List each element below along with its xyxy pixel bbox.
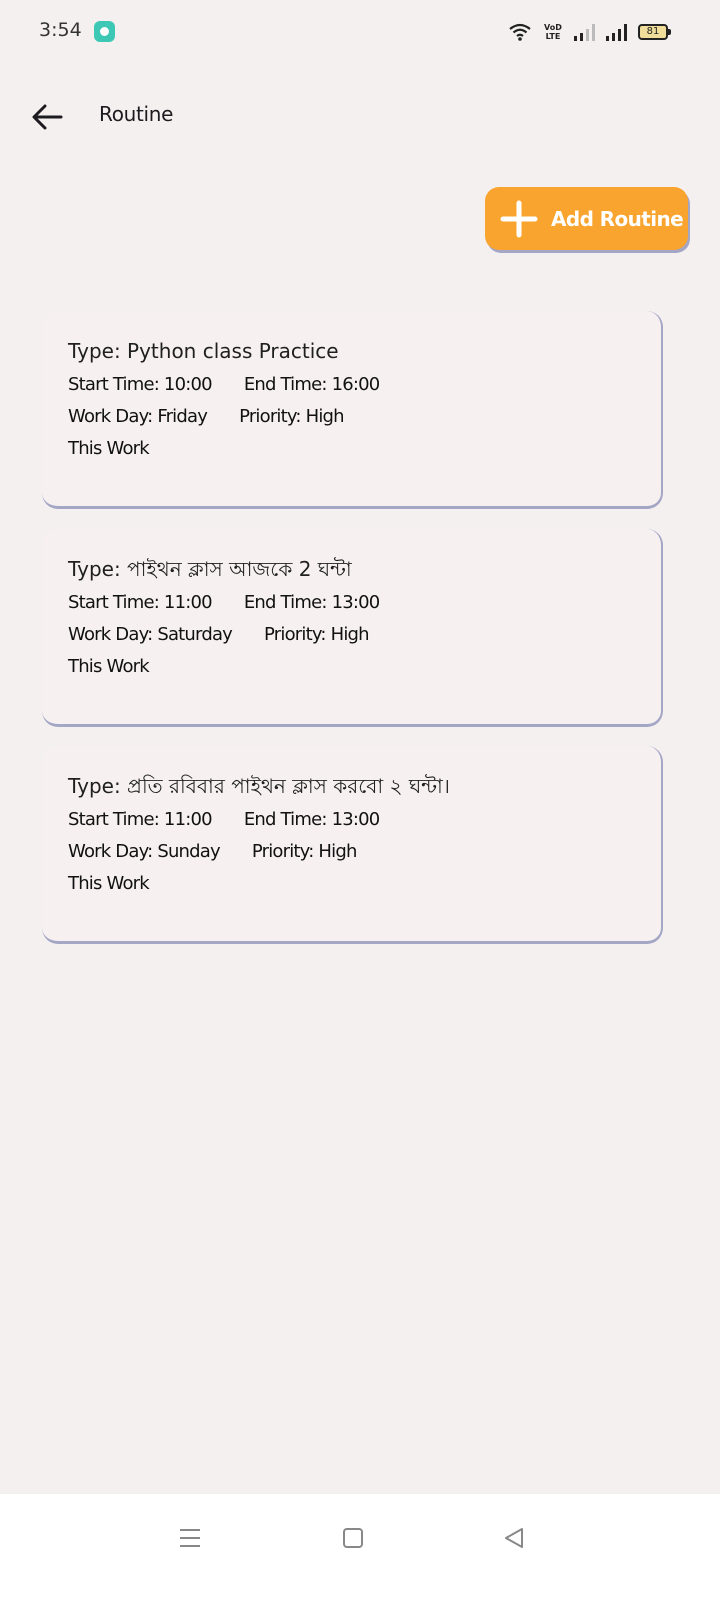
routine-work-day: Work Day: Sunday [68, 841, 220, 862]
wifi-icon [508, 22, 532, 42]
routine-start-time: Start Time: 10:00 [68, 374, 212, 395]
routine-type: Type: প্রতি রবিবার পাইথন ক্লাস করবো ২ ঘন্টা। [68, 774, 450, 798]
status-time: 3:54 [39, 19, 82, 41]
routine-priority: Priority: High [264, 624, 369, 645]
routine-day-priority [68, 401, 661, 433]
status-bar [0, 0, 720, 64]
routine-card[interactable] [42, 746, 663, 944]
routine-work-day: Work Day: Friday [68, 406, 208, 427]
routine-card[interactable] [42, 529, 663, 727]
arrow-left-icon [31, 103, 63, 131]
routine-day-priority [68, 836, 661, 868]
back-triangle-icon [502, 1526, 526, 1550]
routine-start-time: Start Time: 11:00 [68, 809, 212, 830]
menu-icon [178, 1526, 202, 1550]
back-button[interactable] [26, 96, 68, 138]
routine-priority: Priority: High [251, 841, 357, 862]
routine-start-time: Start Time: 11:00 [68, 592, 212, 613]
battery-icon: 81 [638, 24, 668, 40]
system-back-button[interactable] [494, 1518, 534, 1558]
volte-icon: VoD LTE [544, 23, 562, 41]
app-notification-icon [94, 21, 115, 42]
routine-times [68, 804, 661, 836]
plus-icon [499, 199, 539, 239]
routine-priority: Priority: High [239, 406, 344, 427]
home-square-icon [341, 1526, 365, 1550]
routine-type: Type: Python class Practice [68, 339, 339, 363]
routine-note: This Work [68, 656, 149, 677]
routine-day-priority [68, 619, 661, 651]
home-button[interactable] [333, 1518, 373, 1558]
routine-type: Type: পাইথন ক্লাস আজকে 2 ঘন্টা [68, 557, 352, 581]
status-icons [508, 20, 668, 44]
routine-end-time: End Time: 13:00 [243, 592, 380, 613]
page-title: Routine [99, 102, 174, 126]
routine-note: This Work [68, 438, 149, 459]
routine-card[interactable] [42, 311, 663, 509]
add-routine-button[interactable] [485, 187, 688, 250]
system-nav-bar [0, 1494, 720, 1600]
signal-sim2-icon [606, 23, 628, 41]
routine-end-time: End Time: 13:00 [243, 809, 380, 830]
routine-times [68, 587, 661, 619]
recent-apps-button[interactable] [170, 1518, 210, 1558]
signal-sim1-icon [574, 23, 596, 41]
add-routine-label: Add Routine [551, 206, 684, 231]
routine-note: This Work [68, 873, 149, 894]
routine-work-day: Work Day: Saturday [68, 624, 233, 645]
routine-end-time: End Time: 16:00 [243, 374, 380, 395]
routine-times [68, 369, 661, 401]
